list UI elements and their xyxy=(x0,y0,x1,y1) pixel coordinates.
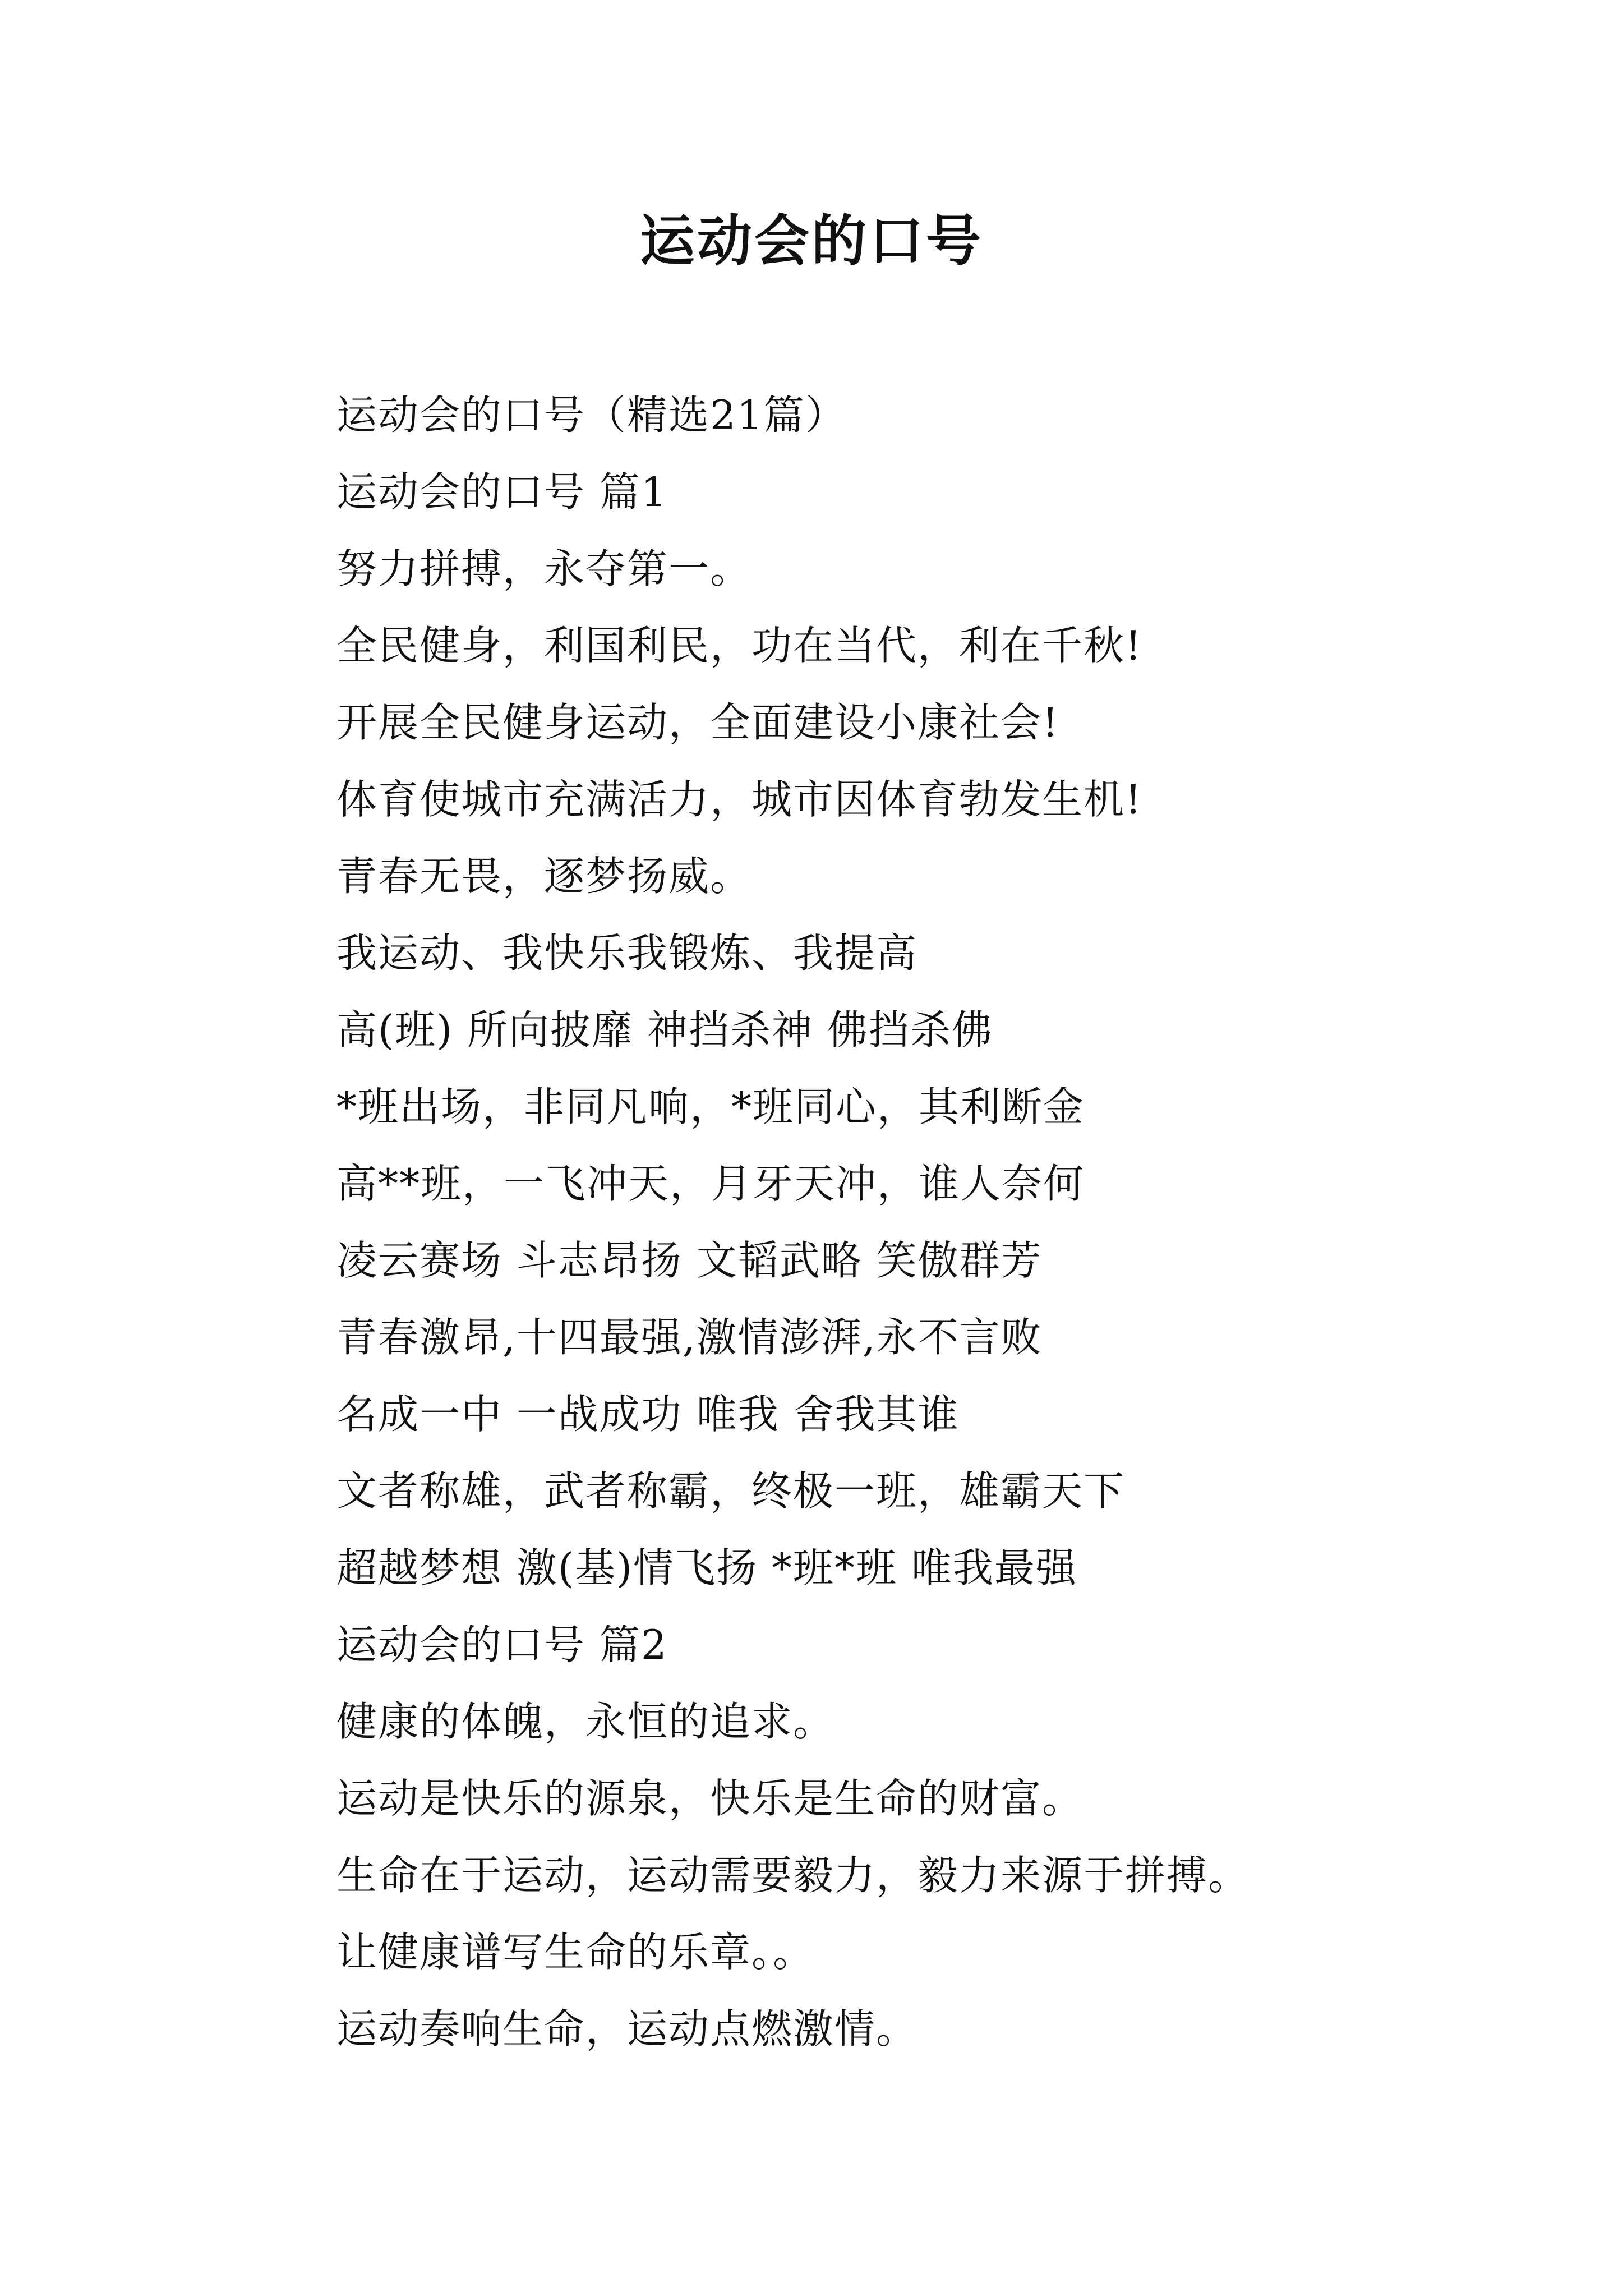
section-heading: 运动会的口号 篇1 xyxy=(336,468,668,516)
text-line: 健康的体魄，永恒的追求。 xyxy=(336,1698,835,1745)
text-line: 青春无畏，逐梦扬威。 xyxy=(336,853,752,900)
text-line: 体育使城市充满活力，城市因体育勃发生机! xyxy=(336,776,1142,823)
section-heading: 运动会的口号 篇2 xyxy=(336,1621,668,1668)
text-line: 让健康谱写生命的乐章。。 xyxy=(336,1929,815,1976)
text-line: 高**班，一飞冲天，月牙天冲，谁人奈何 xyxy=(336,1160,1085,1207)
text-line: 运动是快乐的源泉，快乐是生命的财富。 xyxy=(336,1775,1084,1822)
document-body xyxy=(336,377,1514,2068)
text-line: 超越梦想 激(基)情飞扬 *班*班 唯我最强 xyxy=(336,1544,1077,1591)
text-line: 运动会的口号（精选21篇） xyxy=(336,392,847,439)
text-line: 全民健身，利国利民，功在当代，利在千秋! xyxy=(336,622,1142,669)
text-line: 凌云赛场 斗志昂扬 文韬武略 笑傲群芳 xyxy=(336,1237,1043,1284)
text-line: 我运动、我快乐我锻炼、我提高 xyxy=(336,930,918,977)
text-line: 开展全民健身运动，全面建设小康社会! xyxy=(336,699,1059,746)
text-line: 文者称雄，武者称霸，终极一班，雄霸天下 xyxy=(336,1467,1126,1515)
text-line: 努力拼搏，永夺第一。 xyxy=(336,545,752,592)
text-line: 名成一中 一战成功 唯我 舍我其谁 xyxy=(336,1391,960,1438)
text-line: 运动奏响生命，运动点燃激情。 xyxy=(336,2005,918,2053)
text-line: 高(班) 所向披靡 神挡杀神 佛挡杀佛 xyxy=(336,1006,993,1053)
document-title: 运动会的口号 xyxy=(639,209,983,273)
text-line: *班出场，非同凡响，*班同心，其利断金 xyxy=(336,1083,1085,1130)
text-line: 生命在于运动，运动需要毅力，毅力来源于拼搏。 xyxy=(336,1852,1250,1899)
text-line: 青春激昂,十四最强,激情澎湃,永不言败 xyxy=(336,1314,1043,1361)
